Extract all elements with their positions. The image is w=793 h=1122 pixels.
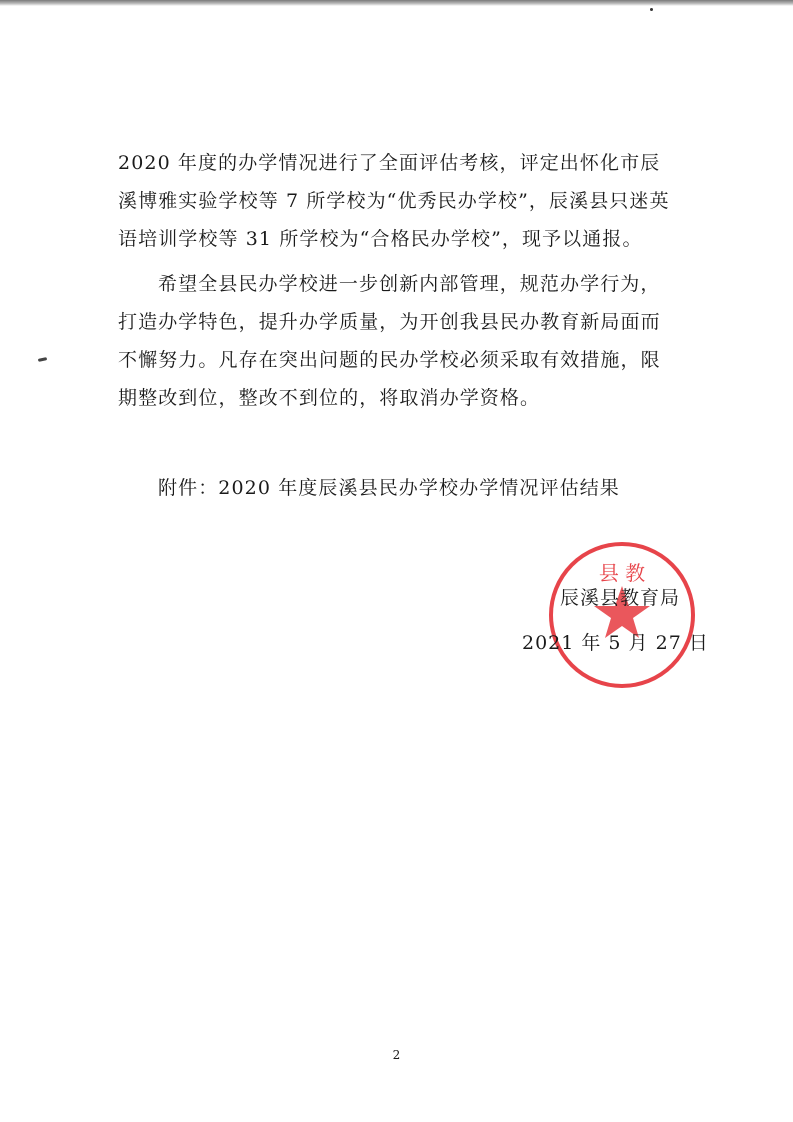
body-paragraph-1: 2020 年度的办学情况进行了全面评估考核，评定出怀化市辰溪博雅实验学校等 7 所学校为“优秀民办学校”，辰溪县只迷英语培训学校等 31 所学校为“合格民办学校”，现予以通报。	[118, 152, 670, 250]
issuer-name: 辰溪县教育局	[560, 587, 681, 609]
seal-text: 县 教	[598, 561, 646, 585]
body-paragraph-2: 希望全县民办学校进一步创新内部管理，规范办学行为，打造办学特色，提升办学质量，为开创我县民办教育新局面而不懈努力。凡存在突出问题的民办学校必须采取有效措施，限期整改到位，整改不到位的，将取消办学资格。	[118, 273, 661, 409]
issue-date: 2021 年 5 月 27 日	[522, 632, 709, 654]
page-number: 2	[392, 1048, 401, 1062]
scan-speck	[650, 8, 653, 11]
attachment-line: 附件：2020 年度辰溪县民办学校办学情况评估结果	[158, 477, 620, 499]
scan-top-edge	[0, 0, 793, 6]
seal-graphic	[553, 546, 691, 684]
official-seal	[549, 542, 695, 688]
margin-mark	[38, 357, 47, 362]
